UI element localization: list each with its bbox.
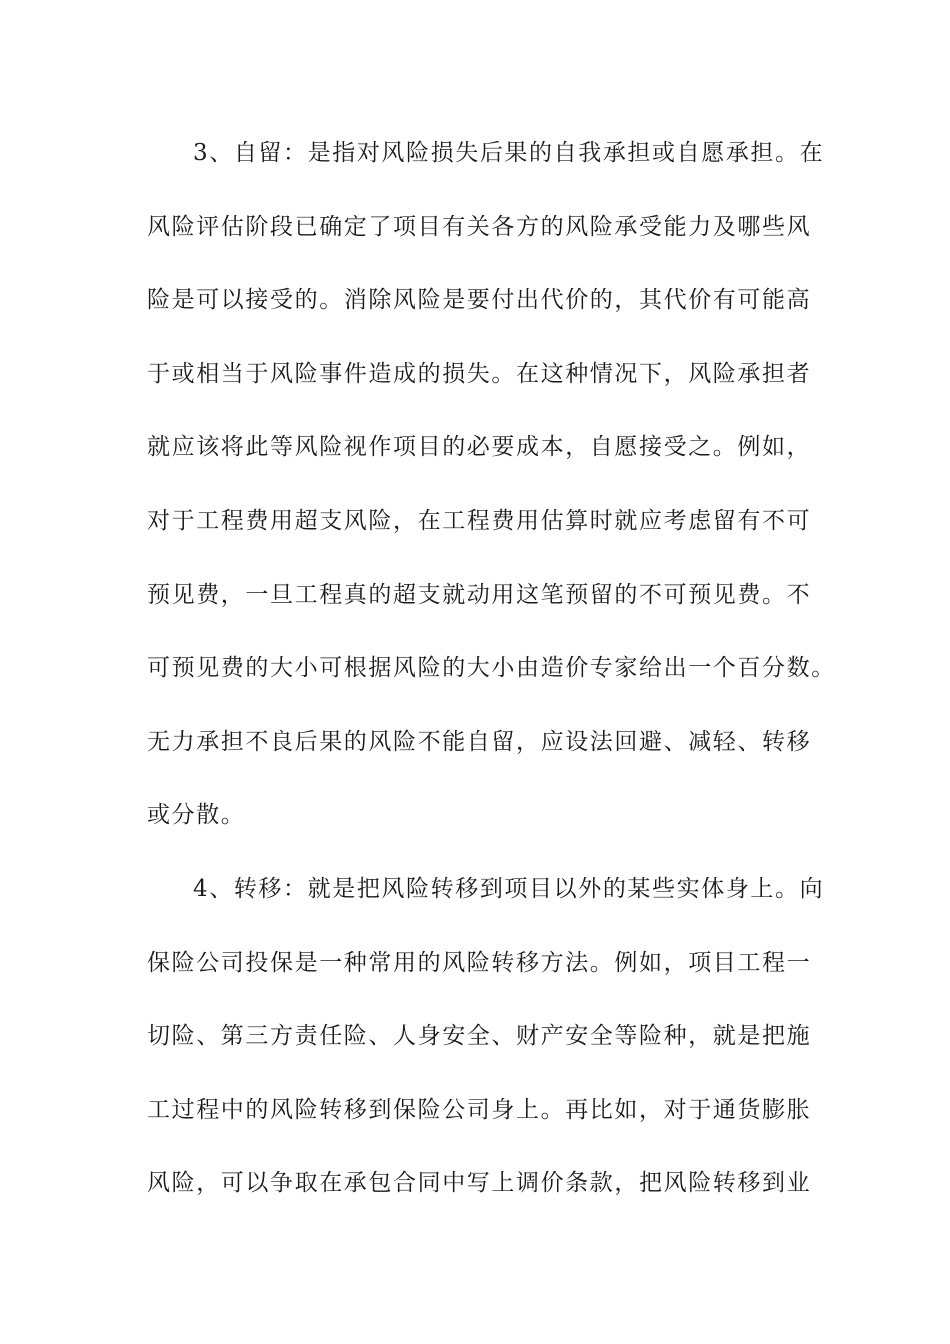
paragraph-line: 保险公司投保是一种常用的风险转移方法。例如，项目工程一 bbox=[147, 949, 812, 976]
paragraph-line: 切险、第三方责任险、人身安全、财产安全等险种，就是把施 bbox=[147, 1023, 812, 1050]
paragraph-line: 3、自留：是指对风险损失后果的自我承担或自愿承担。在 bbox=[193, 140, 825, 166]
paragraph-line: 险是可以接受的。消除风险是要付出代价的，其代价有可能高 bbox=[147, 287, 812, 314]
paragraph-line: 对于工程费用超支风险，在工程费用估算时就应考虑留有不可 bbox=[147, 507, 812, 534]
paragraph-line: 工过程中的风险转移到保险公司身上。再比如，对于通货膨胀 bbox=[147, 1096, 812, 1123]
paragraph-line: 预见费，一旦工程真的超支就动用这笔预留的不可预见费。不 bbox=[147, 581, 812, 608]
paragraph-line: 可预见费的大小可根据风险的大小由造价专家给出一个百分数。 bbox=[147, 655, 836, 682]
body-text bbox=[147, 128, 836, 1232]
paragraph-line: 或分散。 bbox=[147, 802, 246, 829]
paragraph-line: 风险，可以争取在承包合同中写上调价条款，把风险转移到业 bbox=[147, 1170, 812, 1197]
paragraph-line: 4、转移：就是把风险转移到项目以外的某些实体身上。向 bbox=[193, 875, 825, 902]
paragraph-line: 就应该将此等风险视作项目的必要成本，自愿接受之。例如， bbox=[147, 434, 812, 461]
paragraph-line: 无力承担不良后果的风险不能自留，应设法回避、减轻、转移 bbox=[147, 728, 812, 755]
paragraph-line: 于或相当于风险事件造成的损失。在这种情况下，风险承担者 bbox=[147, 360, 812, 387]
paragraph-self-retention bbox=[147, 128, 836, 864]
paragraph-line: 风险评估阶段已确定了项目有关各方的风险承受能力及哪些风 bbox=[147, 213, 812, 240]
paragraph-transfer bbox=[147, 864, 825, 1232]
